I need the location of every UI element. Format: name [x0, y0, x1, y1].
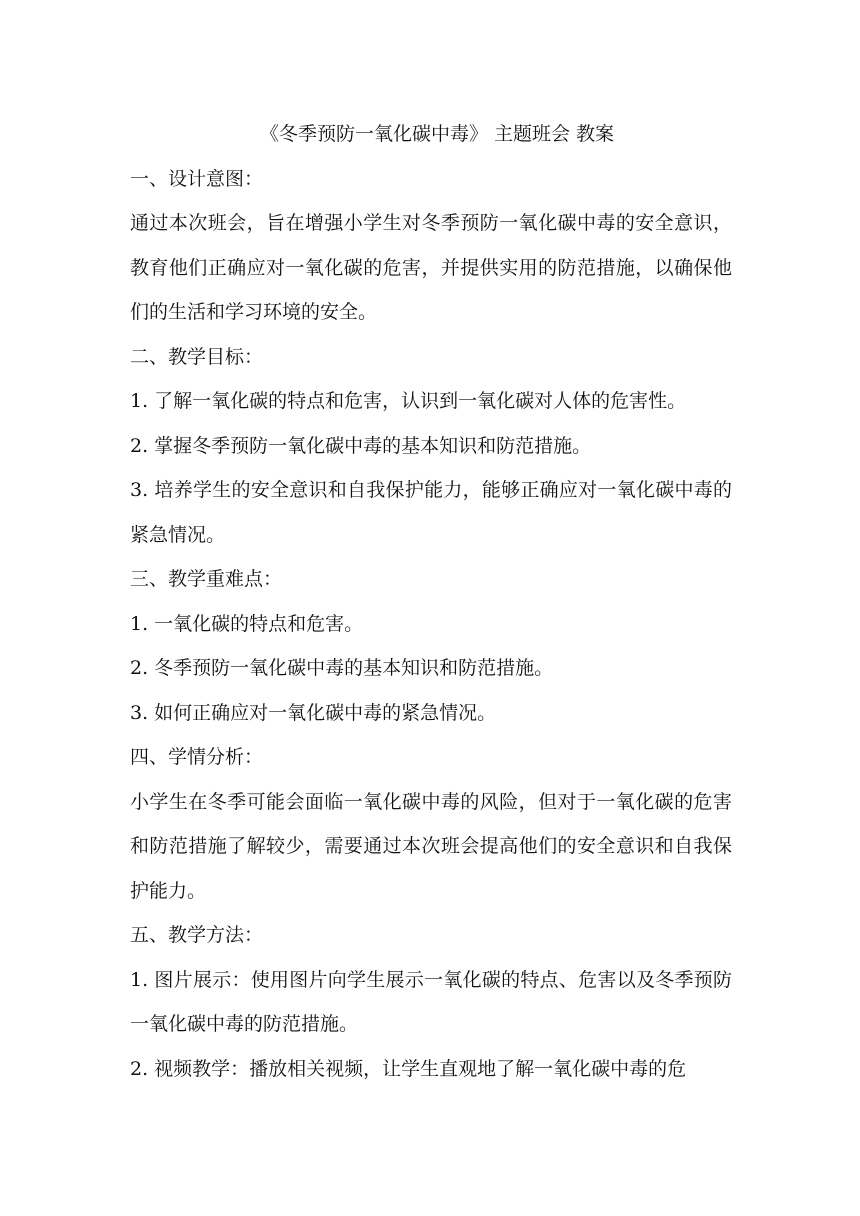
- key-point-item: 3. 如何正确应对一氧化碳中毒的紧急情况。: [130, 701, 497, 724]
- design-intent-paragraph: 通过本次班会，旨在增强小学生对冬季预防一氧化碳中毒的安全意识，教育他们正确应对一氧化碳的危害，并提供实用的防范措施，以确保他们的生活和学习环境的安全。: [130, 212, 732, 323]
- student-analysis-paragraph: 小学生在冬季可能会面临一氧化碳中毒的风险，但对于一氧化碳的危害和防范措施了解较少，需要通过本次班会提高他们的安全意识和自我保护能力。: [130, 790, 732, 902]
- section-heading-key-points: 三、教学重难点：: [130, 568, 283, 590]
- key-point-item: 1. 一氧化碳的特点和危害。: [130, 612, 364, 635]
- teaching-method-item: 2. 视频教学：播放相关视频，让学生直观地了解一氧化碳中毒的危: [130, 1057, 687, 1080]
- section-heading-teaching-goals: 二、教学目标：: [130, 345, 264, 368]
- teaching-goal-item: 3. 培养学生的安全意识和自我保护能力，能够正确应对一氧化碳中毒的紧急情况。: [130, 479, 732, 546]
- document-title: 《冬季预防一氧化碳中毒》 主题班会 教案: [259, 123, 615, 145]
- key-point-item: 2. 冬季预防一氧化碳中毒的基本知识和防范措施。: [130, 657, 554, 679]
- section-heading-design-intent: 一、设计意图：: [130, 167, 264, 190]
- teaching-goal-item: 1. 了解一氧化碳的特点和危害，认识到一氧化碳对人体的危害性。: [130, 390, 687, 412]
- teaching-goal-item: 2. 掌握冬季预防一氧化碳中毒的基本知识和防范措施。: [130, 434, 592, 457]
- section-heading-teaching-methods: 五、教学方法：: [130, 924, 264, 946]
- section-heading-student-analysis: 四、学情分析：: [130, 746, 264, 768]
- teaching-method-item: 1. 图片展示：使用图片向学生展示一氧化碳的特点、危害以及冬季预防一氧化碳中毒的防范措施。: [130, 968, 732, 1035]
